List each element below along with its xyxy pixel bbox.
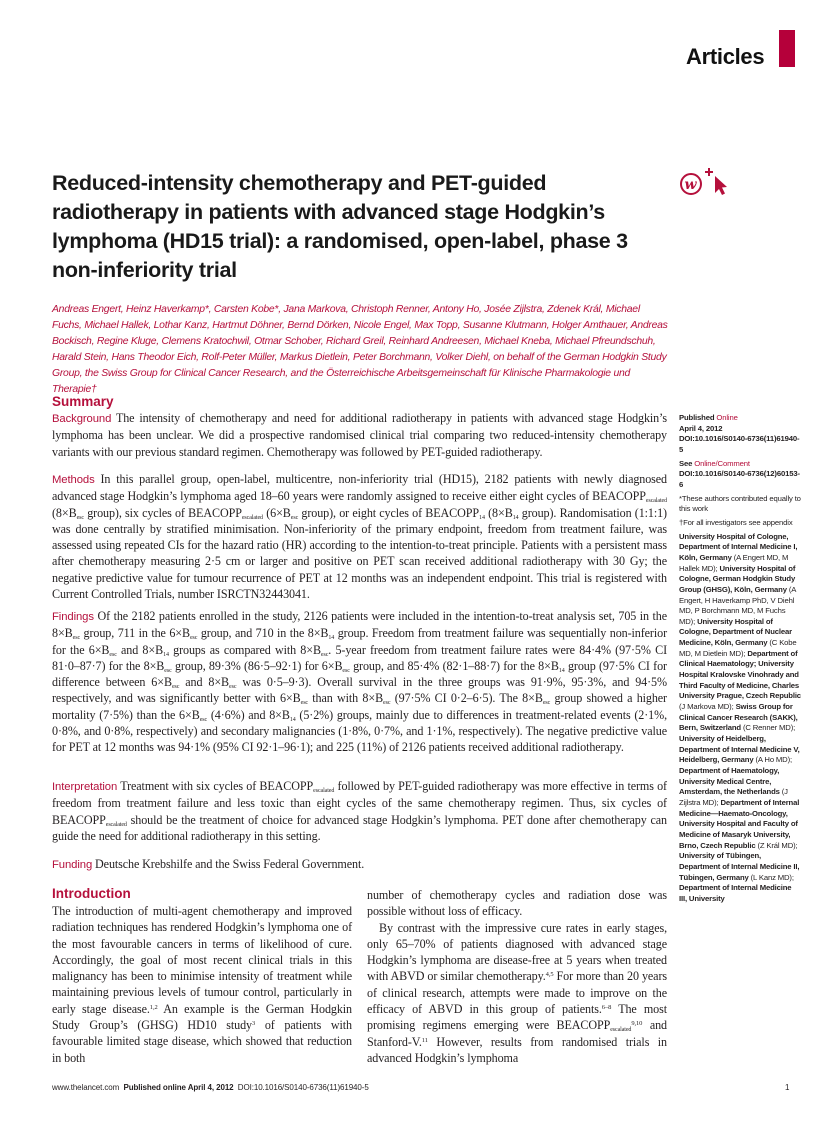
affiliation-institution: University Hospital of Cologne, German Hodgkin Study Group (GHSG), Köln, Germany — [679, 563, 796, 594]
background-label: Background — [52, 413, 112, 425]
appendix-note: †For all investigators see appendix — [679, 517, 793, 527]
footer-published: Published online April 4, 2012 — [123, 1083, 234, 1092]
background-text: The intensity of chemotherapy and need for additional radiotherapy in patients with advanced stage Hodgkin’s lymphoma has been unclear. We did a prospective randomised clinical trial comparing two reduced-intensity chemotherapy variants with our previous standard regimen. Chemotherapy was followed by PET-guided radiotherapy. — [52, 411, 667, 459]
intro-right-paragraph-2: By contrast with the impressive cure rates in early stages, only 65–70% of patients diagnosed with advanced stage Hodgkin’s lymphoma are disease-free at 5 years when treated with ABVD or similar chemotherapy.$^{4,5}$ For more than 20 years of clinical research, attempts were made to improve on the efficacy of ABVD in this group of patients.$^{6-8}$ The most promising regimens emerging were $BEACOPP_{escalated}^{9,10}$ and Stanford-V.$^{11}$ However, results from randomised trials in advanced Hodgkin’s lymphoma — [367, 920, 667, 1065]
summary-interpretation — [52, 778, 667, 844]
affiliation-authors: (Z Král MD); — [757, 840, 798, 850]
affiliation-institution: Department of Internal Medicine III, University — [679, 883, 792, 903]
affiliations — [679, 532, 801, 905]
intro-left-column: The introduction of multi-agent chemotherapy and improved radiation techniques has rendered Hodgkin’s lymphoma one of the most favourable cancers in terms of likelihood of cure. Accordingly, the goal of most recent clinical trials in this malignancy has been to minimise intensity of treatment while maintaining previous levels of tumour control, particularly in early stage disease.$^{1,2}$ An example is the German Hodgkin Study Group’s (GHSG) HD10 study$^3$ of patients with favourable limited stage disease, which showed that reduction in both — [52, 904, 352, 1065]
equal-contribution-note: *These authors contributed equally to this work — [679, 493, 801, 514]
footer-doi: DOI:10.1016/S0140-6736(11)61940-5 — [237, 1083, 369, 1092]
comment-link[interactable]: Online/Comment — [694, 458, 750, 468]
intro-right-column — [367, 887, 667, 1066]
affiliation-authors: (A Ho MD); — [755, 755, 792, 765]
summary-funding — [52, 856, 667, 873]
affiliation-authors: (C Renner MD); — [742, 723, 796, 733]
affiliation-institution: Swiss Group for Clinical Cancer Research (SAKK), Bern, Switzerland — [679, 702, 798, 733]
affiliation-institution: Department of Internal Medicine—Haemato-Oncology, University Hospital and Faculty of Medicine of Masaryk University, Brno, Czech Republic — [679, 797, 800, 850]
findings-label: Findings — [52, 611, 94, 623]
author-list: Andreas Engert, Heinz Haverkamp*, Carsten Kobe*, Jana Markova, Christoph Renner, Antony Ho, Josée Zijlstra, Zdenek Král, Michael Fuchs, Michael Hallek, Lothar Kanz, Hartmut Döhner, Bernd Dörken, Nicole Engel, Max Topp, Susanne Klutmann, Holger Amthauer, Andreas Bockisch, Regine Kluge, Clemens Kratochwil, Otmar Schober, Richard Greil, Reinhard Andreesen, Michael Kneba, Michael Pfreundschuh, Harald Stein, Hans Theodor Eich, Rolf-Peter Müller, Markus Dietlein, Peter Borchmann, Volker Diehl, on behalf of the German Hodgkin Study Group, the Swiss Group for Clinical Cancer Research, and the Österreichische Arbeitsgemeinschaft für Klinische Pharmakologie und Therapie† — [52, 304, 668, 396]
intro-right-paragraph-1: number of chemotherapy cycles and radiation dose was possible without loss of efficacy. — [367, 888, 667, 919]
page-footer — [52, 1083, 369, 1092]
introduction-heading: Introduction — [52, 886, 131, 901]
svg-text:w: w — [684, 177, 697, 193]
affiliation-institution: University Hospital of Cologne, Department of Nuclear Medicine, Köln, Germany — [679, 616, 792, 648]
methods-text: In this parallel group, open-label, multicentre, non-inferiority trial (HD15), 2182 patients with newly diagnosed advanced stage Hodgkin’s lymphoma aged 18–60 years were randomly assigned to receive either eight cycles of $BEACOPP_{escalated}$ ($8\times B_{esc}$ group), six cycles of $BEACOPP_{escalated}$ ($6\times B_{esc}$ group), or eight cycles of $BEACOPP_{14}$ ($8\times B_{14}$ group). Randomisation (1:1:1) was done centrally by stratified minimisation. Non-inferiority of the primary endpoint, freedom from treatment failure, was assessed using repeated CIs for the hazard ratio (HR) according to the intention-to-treat principle. Patients with a persistent mass after chemotherapy measuring 2·5 cm or larger and positive on PET scan received additional radiotherapy with 30 Gy; the negative predictive value for tumour recurrence of PET at 12 months was an independent endpoint. This trial is registered with Current Controlled Trials, number ISRCTN32443041. — [52, 472, 667, 602]
methods-label: Methods — [52, 474, 95, 486]
affiliation-authors: (A Engert, H Haverkamp PhD, V Diehl MD, P Borchmann MD, M Fuchs MD); — [679, 584, 796, 626]
published-info: Published Online April 4, 2012 DOI:10.1016/S0140-6736(11)61940-5 — [679, 413, 800, 454]
summary-findings — [52, 608, 667, 756]
comment-doi[interactable]: DOI:10.1016/S0140-6736(12)60153-6 — [679, 469, 800, 489]
w-plus-cursor-icon[interactable] — [678, 164, 728, 200]
published-doi[interactable]: DOI:10.1016/S0140-6736(11)61940-5 — [679, 434, 800, 454]
funding-label: Funding — [52, 859, 93, 871]
brand-bar — [779, 30, 795, 67]
summary-heading: Summary — [52, 394, 114, 409]
published-online-link[interactable]: Online — [716, 413, 738, 422]
affiliation-authors: (C Kobe MD, M Dietlein MD); — [679, 638, 797, 658]
interpretation-label: Interpretation — [52, 781, 118, 793]
section-label: Articles — [686, 44, 765, 69]
sidebar — [679, 413, 801, 905]
interpretation-text: Treatment with six cycles of $BEACOPP_{escalated}$ followed by PET-guided radiotherapy was more effective in terms of freedom from treatment failure and less toxic than eight cycles of the same chemotherapy regimen. Thus, six cycles of $BEACOPP_{escalated}$ should be the treatment of choice for advanced stage Hodgkin’s lymphoma. PET done after chemotherapy can guide the need for additional radiotherapy in this setting. — [52, 779, 667, 843]
footer-site[interactable]: www.thelancet.com — [52, 1083, 120, 1092]
affiliation-authors: (J Markova MD); — [679, 702, 734, 712]
affiliation-authors: (L Kanz MD); — [750, 872, 794, 882]
funding-text: Deutsche Krebshilfe and the Swiss Federal Government. — [92, 857, 365, 871]
see-comment-info: See Online/Comment DOI:10.1016/S0140-6736(12)60153-6 — [679, 458, 800, 489]
affiliation-authors: (J Zijlstra MD); — [679, 787, 788, 807]
affiliation-institution: University of Tübingen, Department of Internal Medicine II, Tübingen, Germany — [679, 851, 800, 882]
published-date: April 4, 2012 — [679, 423, 723, 433]
article-title: Reduced-intensity chemotherapy and PET-guided radiotherapy in patients with advanced stage Hodgkin’s lymphoma (HD15 trial): a randomised, open-label, phase 3 non-inferiority trial — [52, 171, 628, 282]
affiliation-institution: Department of Haematology, University Medical Centre, Amsterdam, the Netherlands — [679, 766, 782, 797]
findings-text: Of the 2182 patients enrolled in the study, 2126 patients were included in the intention-to-treat analysis set, 705 in the $8\times B_{esc}$ group, 711 in the $6\times B_{esc}$ group, and 710 in the $8\times B_{14}$ group. Freedom from treatment failure was sequentially non-inferior for the $6\times B_{esc}$ and $8\times B_{14}$ groups as compared with $8\times B_{esc}$. 5-year freedom from treatment failure rates were 84·4% (97·5% CI 81·0–87·7) for the $8\times B_{esc}$ group, 89·3% (86·5–92·1) for $6\times B_{esc}$ group, and 85·4% (82·1–88·7) for the $8\times B_{14}$ group (97·5% CI for difference between $6\times B_{esc}$ and $8\times B_{esc}$ was 0·5–9·3). Overall survival in the three groups was 91·9%, 95·3%, and 94·5% respectively, and was significantly better with $6\times B_{esc}$ than with $8\times B_{esc}$ (97·5% CI 0·2–6·5). The $8\times B_{esc}$ group showed a higher mortality (7·5%) than the $6\times B_{esc}$ (4·6%) and $8\times B_{14}$ (5·2%) groups, mainly due to differences in treatment-related events (2·1%, 0·8%, and 0·8%, respectively) and secondary malignancies (1·8%, 0·7%, and 1·1%, respectively). The negative predictive value for PET at 12 months was 94·1% (95% CI 92·1–96·1); and 225 (11%) of 2126 patients received additional radiotherapy. — [52, 609, 668, 755]
summary-methods — [52, 471, 667, 602]
affiliation-institution: Department of Clinical Haematology; University Hospital Kralovske Vinohrady and Third Faculty of Medicine, Charles University Prague, Czech Republic — [679, 648, 801, 701]
affiliation-institution: University of Heidelberg, Department of Internal Medicine V, Heidelberg, Germany — [679, 734, 800, 765]
affiliation-authors: (A Engert MD, M Hallek MD); — [679, 552, 789, 573]
affiliation-institution: University Hospital of Cologne, Department of Internal Medicine I, Köln, Germany — [679, 531, 798, 562]
page-number: 1 — [785, 1083, 790, 1092]
summary-background — [52, 410, 667, 460]
